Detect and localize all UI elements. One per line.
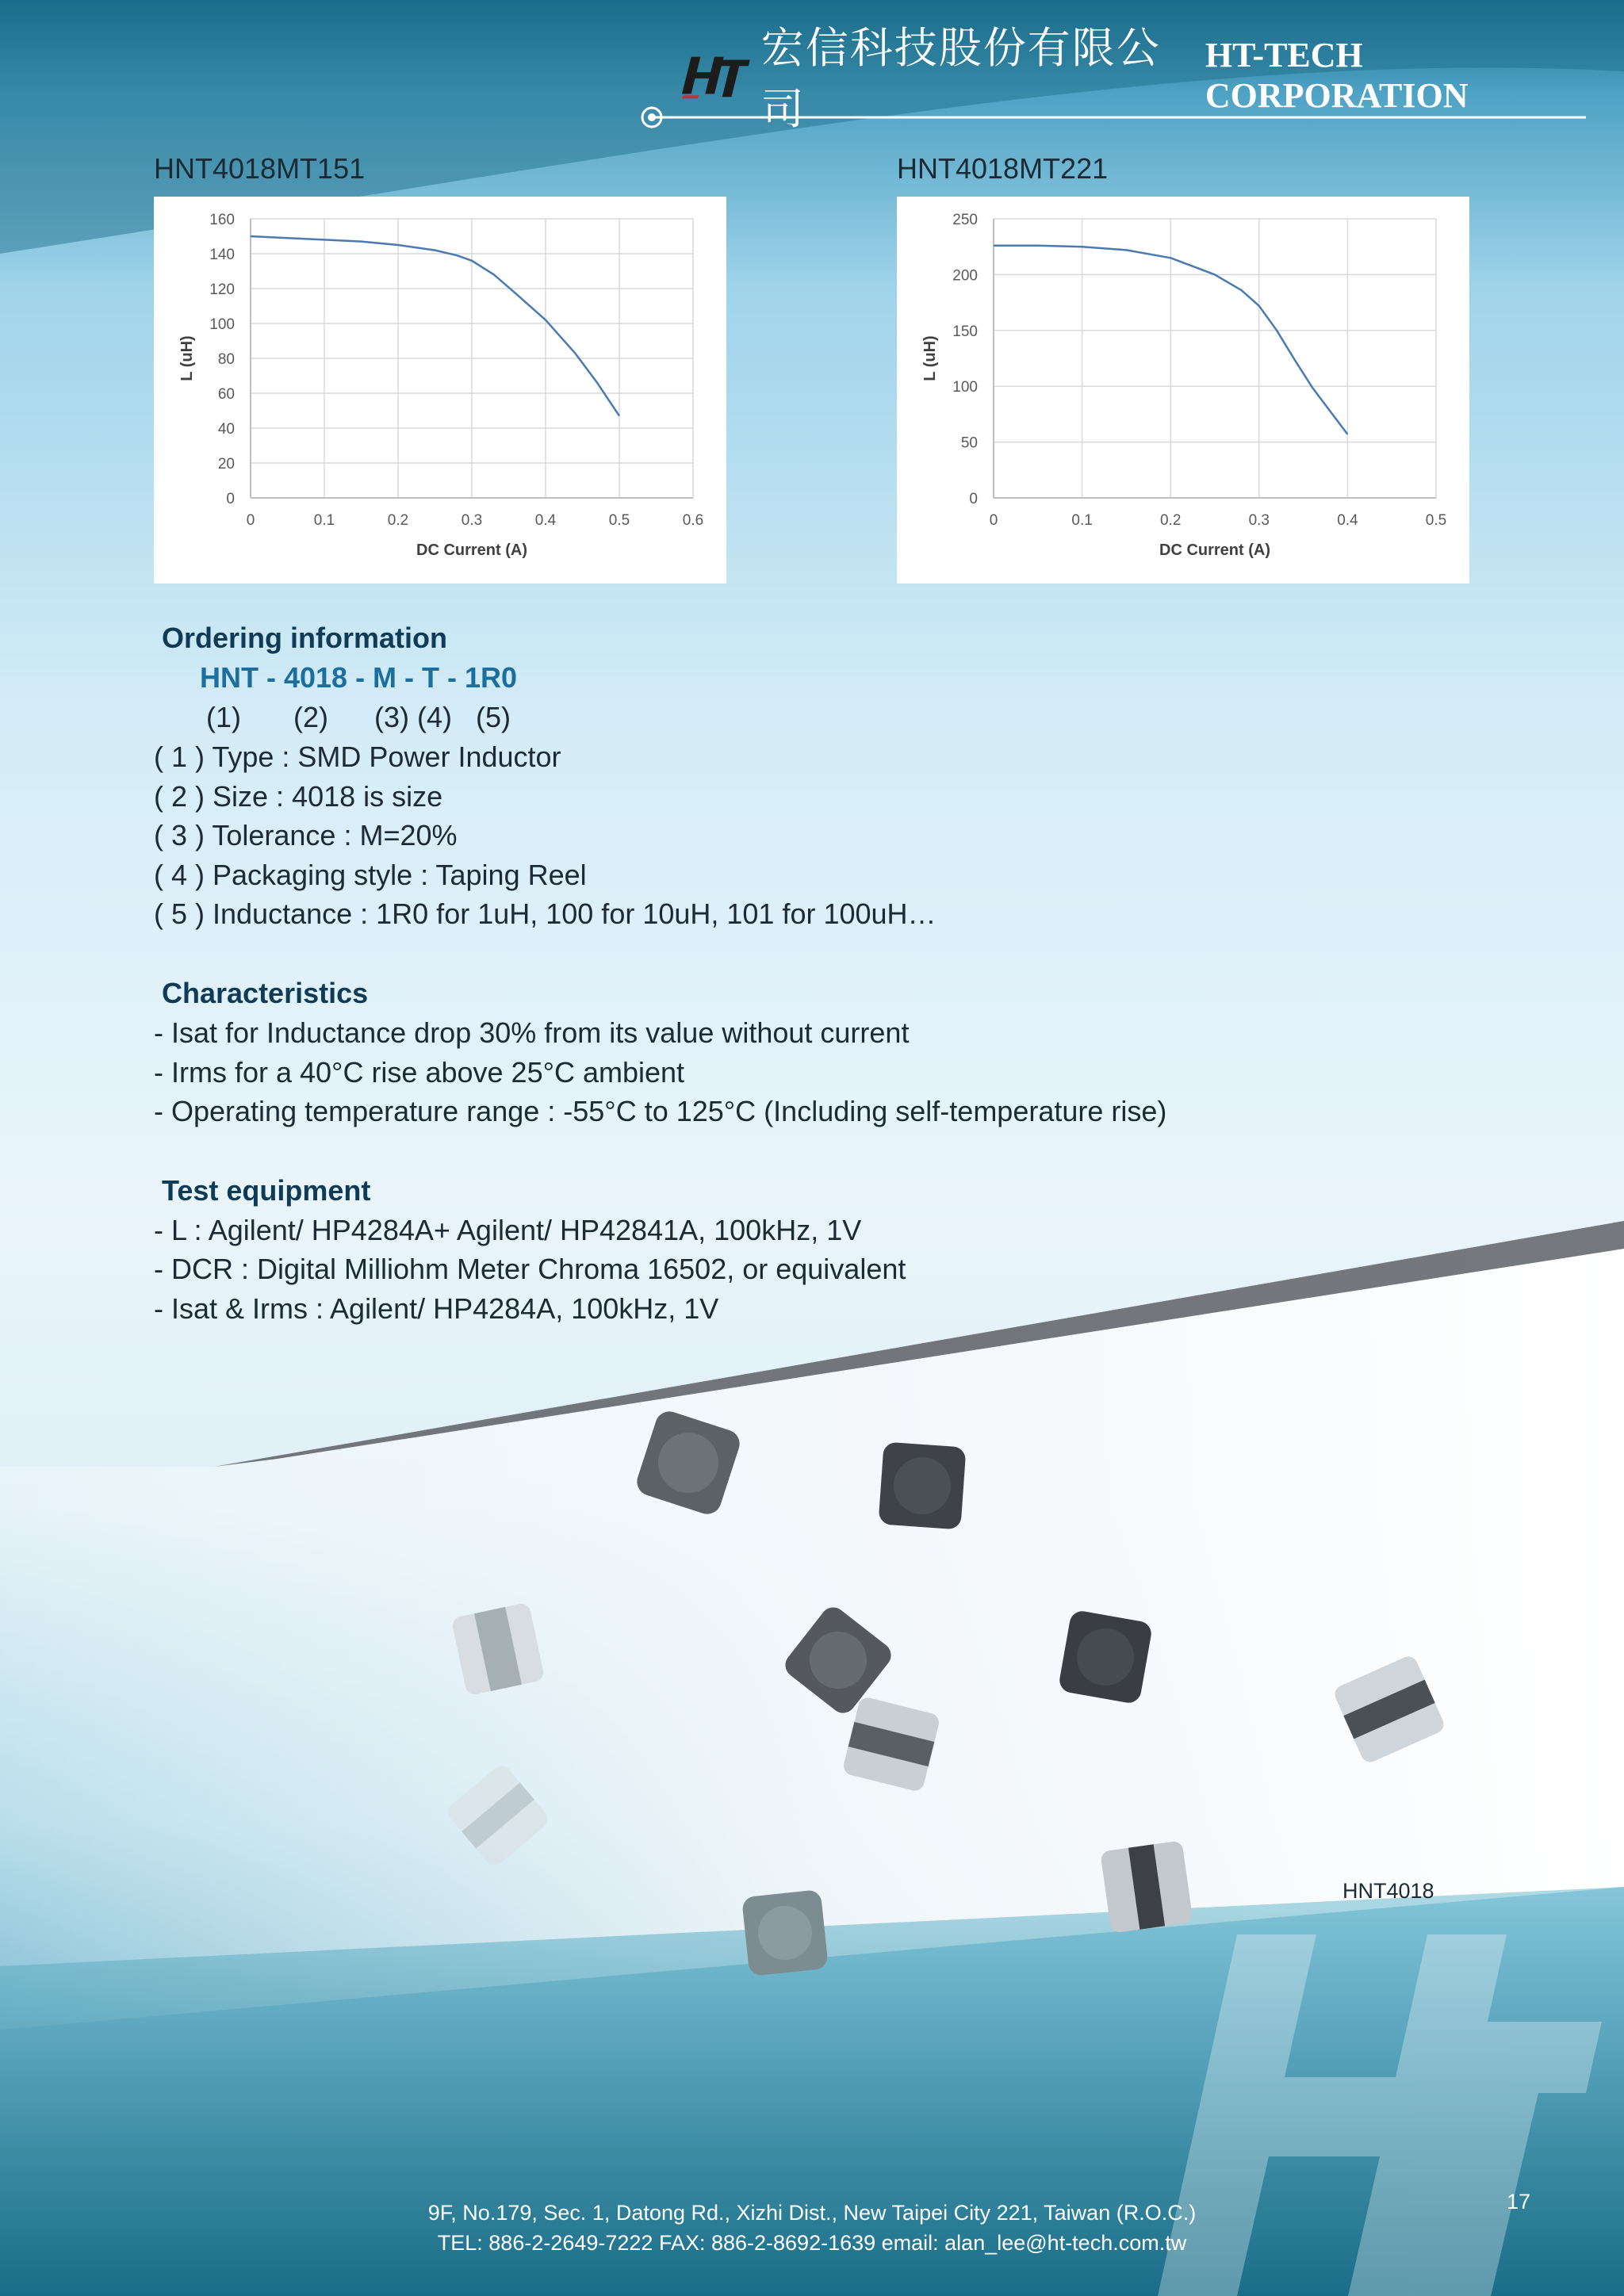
characteristics-title: Characteristics (162, 976, 369, 1009)
x-tick-label: 0.6 (682, 512, 704, 529)
ordering-item: ( 3 ) Tolerance : M=20% (154, 819, 458, 852)
ordering-index-row (206, 698, 1502, 737)
y-tick-label: 250 (952, 212, 978, 228)
chart-title-mt151: HNT4018MT151 (154, 152, 366, 185)
ordering-title: Ordering information (162, 622, 447, 654)
test-equipment-title: Test equipment (162, 1173, 371, 1207)
ordering-index: (5) (476, 701, 511, 733)
x-tick-label: 0.4 (534, 512, 557, 529)
y-axis-label: L (uH) (921, 335, 939, 381)
x-tick-label: 0.3 (461, 512, 483, 529)
characteristics-item: - Isat for Inductance drop 30% from its value without current (154, 1016, 910, 1049)
y-tick-label: 50 (960, 434, 978, 452)
characteristics-item: - Operating temperature range : -55°C to 125°C (Including self-temperature rise) (154, 1095, 1167, 1128)
company-logo-icon (682, 52, 752, 99)
x-tick-label: 0.1 (1071, 512, 1093, 529)
y-tick-label: 120 (209, 281, 235, 298)
ordering-code: HNT - 4018 - M - T - 1R0 (200, 661, 518, 694)
test-equipment-item: - Isat & Irms : Agilent/ HP4284A, 100kHz, 1V (154, 1292, 719, 1325)
x-tick-label: 0.2 (387, 512, 409, 529)
ordering-index: (1) (206, 701, 241, 733)
company-name-english: HT-TECH CORPORATION (1205, 36, 1469, 115)
y-tick-label: 100 (952, 379, 978, 396)
x-tick-label: 0.5 (608, 512, 630, 529)
photo-label: HNT4018 (1342, 1879, 1434, 1903)
spec-content (154, 618, 1502, 1329)
ordering-item: ( 4 ) Packaging style : Taping Reel (154, 858, 587, 891)
y-tick-label: 0 (969, 491, 978, 507)
chart-mt151 (154, 197, 726, 584)
page-footer (0, 2198, 1624, 2258)
characteristics-item: - Irms for a 40°C rise above 25°C ambient (154, 1055, 685, 1089)
y-tick-label: 0 (226, 491, 235, 507)
footer-contact: TEL: 886-2-2649-7222 FAX: 886-2-8692-1639 email: alan_lee@ht-tech.com.tw (437, 2231, 1187, 2255)
y-tick-label: 150 (952, 323, 978, 340)
y-tick-label: 40 (217, 421, 235, 438)
chart-mt221-svg (897, 197, 1469, 584)
y-tick-label: 160 (209, 212, 235, 228)
page-number: 17 (1507, 2190, 1531, 2214)
y-axis-label: L (uH) (178, 335, 196, 381)
chart-mt221 (897, 197, 1469, 584)
page-header (682, 23, 1624, 134)
ordering-index: (3) (374, 701, 409, 733)
x-tick-label: 0.4 (1337, 512, 1358, 529)
chart-mt151-svg (154, 197, 726, 584)
series-line (251, 236, 619, 416)
y-tick-label: 80 (217, 351, 235, 368)
ordering-item: ( 1 ) Type : SMD Power Inductor (154, 740, 561, 773)
y-tick-label: 100 (209, 316, 235, 333)
ordering-item: ( 2 ) Size : 4018 is size (154, 779, 443, 813)
y-tick-label: 200 (952, 267, 978, 285)
y-tick-label: 140 (209, 247, 235, 263)
test-equipment-item: - DCR : Digital Milliohm Meter Chroma 16502, or equivalent (154, 1253, 906, 1286)
company-name-chinese: 宏信科技股份有限公司 (760, 23, 1161, 134)
ordering-item: ( 5 ) Inductance : 1R0 for 1uH, 100 for 10uH, 101 for 100uH… (154, 897, 936, 931)
y-tick-label: 60 (217, 386, 235, 403)
x-tick-label: 0.5 (1425, 512, 1447, 529)
x-tick-label: 0.2 (1159, 512, 1182, 529)
ordering-index: (2) (293, 701, 328, 733)
test-equipment-item: - L : Agilent/ HP4284A+ Agilent/ HP42841A, 100kHz, 1V (154, 1213, 862, 1246)
x-tick-label: 0 (989, 512, 998, 529)
x-axis-label: DC Current (A) (1159, 541, 1270, 559)
chart-title-mt221: HNT4018MT221 (897, 152, 1109, 185)
y-tick-label: 20 (217, 456, 235, 473)
x-tick-label: 0.1 (313, 512, 335, 529)
ordering-index: (4) (417, 701, 452, 733)
x-tick-label: 0.3 (1248, 512, 1270, 529)
footer-address: 9F, No.179, Sec. 1, Datong Rd., Xizhi Dist., New Taipei City 221, Taiwan (R.O.C.) (427, 2201, 1197, 2225)
x-axis-label: DC Current (A) (416, 541, 527, 559)
x-tick-label: 0 (246, 512, 255, 529)
